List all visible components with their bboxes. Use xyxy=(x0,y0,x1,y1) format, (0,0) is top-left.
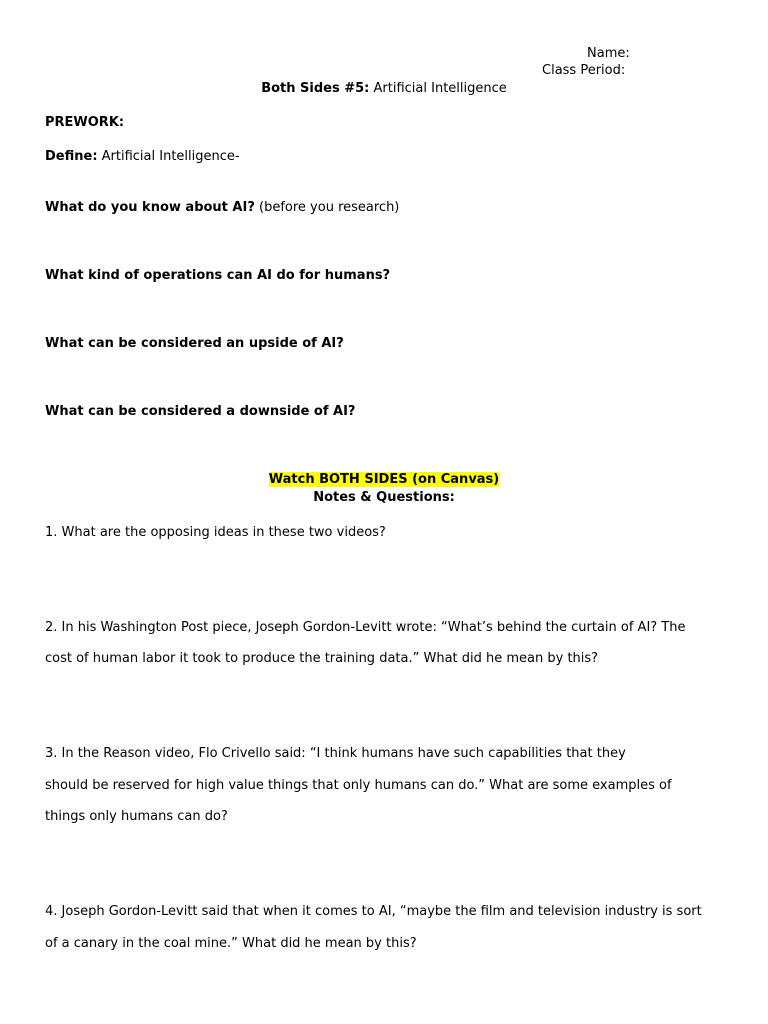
watch-instruction xyxy=(0,472,768,487)
define-term: Artificial Intelligence- xyxy=(97,149,240,164)
notes-question-1: 1. What are the opposing ideas in these two videos? xyxy=(45,525,386,540)
title-number: Both Sides #5: xyxy=(261,81,370,96)
class-period-label: Class Period: xyxy=(542,63,626,78)
watch-highlight: Watch BOTH SIDES (on Canvas) xyxy=(268,472,500,487)
prework-question-1-note: (before you research) xyxy=(254,200,400,215)
notes-question-3-line-1: 3. In the Reason video, Flo Crivello said: “I think humans have such capabilities that they xyxy=(45,746,626,761)
worksheet-title xyxy=(0,81,768,96)
prework-question-1-text: What do you know about AI? xyxy=(45,200,255,215)
prework-question-1 xyxy=(45,200,399,215)
prework-question-3: What can be considered an upside of AI? xyxy=(45,336,344,351)
notes-heading: Notes & Questions: xyxy=(313,490,455,505)
title-topic: Artificial Intelligence xyxy=(369,81,507,96)
name-label: Name: xyxy=(587,46,630,61)
notes-question-3-line-2: should be reserved for high value things that only humans can do.” What are some examples of xyxy=(45,778,672,793)
notes-question-4-line-2: of a canary in the coal mine.” What did he mean by this? xyxy=(45,936,417,951)
define-label: Define: xyxy=(45,149,98,164)
prework-question-4: What can be considered a downside of AI? xyxy=(45,404,356,419)
notes-question-2-line-1: 2. In his Washington Post piece, Joseph Gordon-Levitt wrote: “What’s behind the curtain of AI? The xyxy=(45,620,686,635)
prework-heading: PREWORK: xyxy=(45,115,125,130)
notes-question-2-line-2: cost of human labor it took to produce the training data.” What did he mean by this? xyxy=(45,651,599,666)
notes-question-4-line-1: 4. Joseph Gordon-Levitt said that when it comes to AI, “maybe the film and television industry is sort xyxy=(45,904,702,919)
notes-question-3-line-3: things only humans can do? xyxy=(45,809,228,824)
prework-question-2: What kind of operations can AI do for humans? xyxy=(45,268,391,283)
define-prompt xyxy=(45,149,240,164)
